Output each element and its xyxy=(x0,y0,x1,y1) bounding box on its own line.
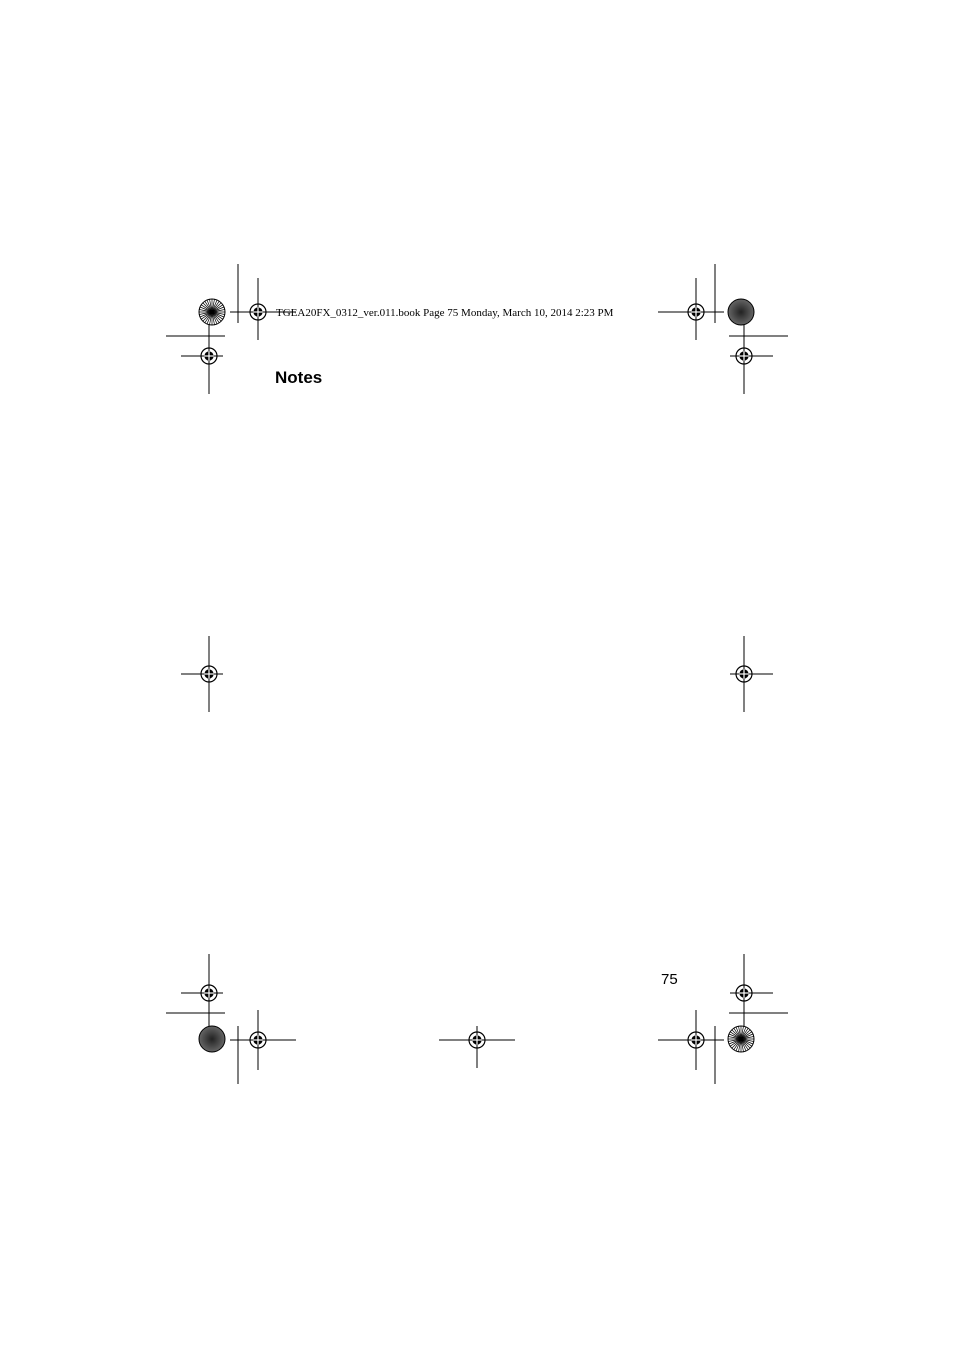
page-title: Notes xyxy=(275,368,323,387)
crop-mark-middle-left xyxy=(181,636,223,712)
crop-mark-bottom-left xyxy=(166,954,296,1084)
star-target-bottom-right xyxy=(728,1026,754,1052)
grey-target-top-right xyxy=(728,299,754,325)
star-target-top-left xyxy=(199,299,225,325)
crop-mark-middle-right xyxy=(730,636,773,712)
grey-target-bottom-left xyxy=(199,1026,225,1052)
page-number: 75 xyxy=(661,971,678,988)
crop-mark-bottom-center xyxy=(439,1026,515,1068)
print-imprint-line: TGEA20FX_0312_ver.011.book Page 75 Monday, March 10, 2014 2:23 PM xyxy=(276,307,614,319)
crop-mark-top-right xyxy=(658,264,788,394)
